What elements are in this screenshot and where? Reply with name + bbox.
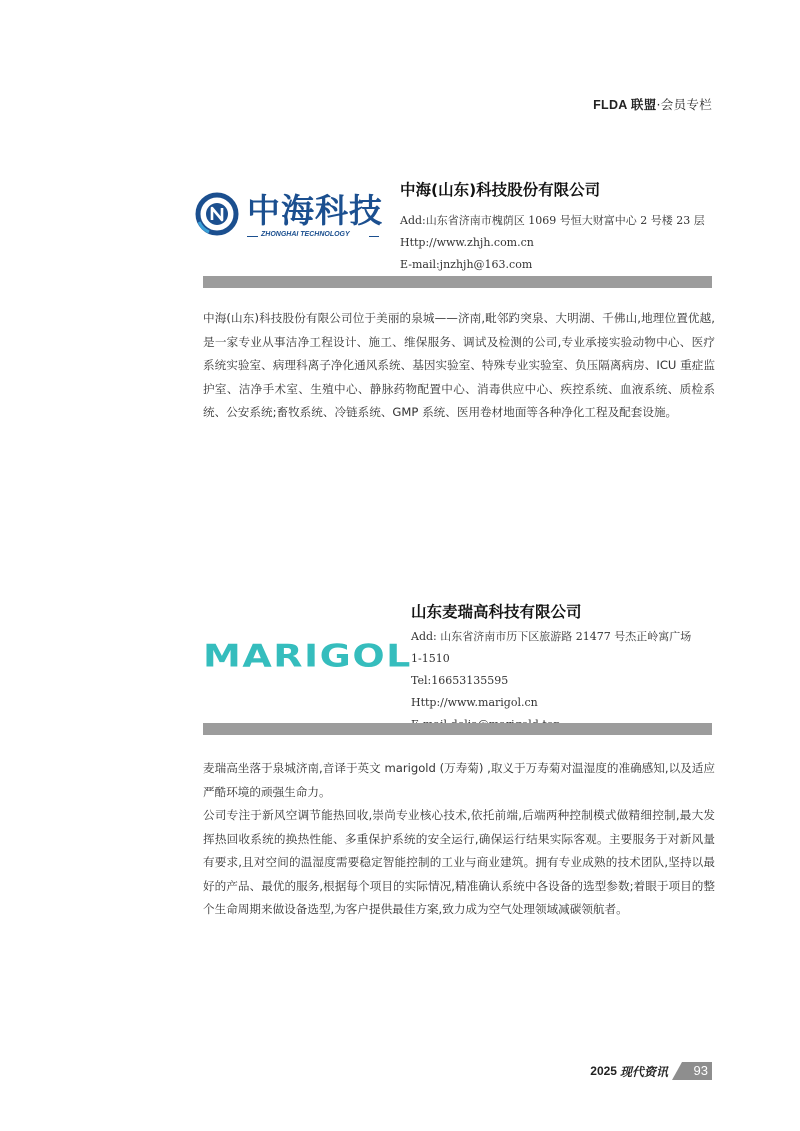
zhonghai-logo-subtitle: [247, 231, 379, 241]
zhonghai-logo-text: 中海科技: [247, 191, 383, 230]
footer-magazine: 现代资讯: [619, 1064, 668, 1079]
section-header: [593, 95, 712, 113]
zhonghai-divider-bar: [203, 276, 712, 288]
marigol-address-line1: Add: 山东省济南市历下区旅游路 21477 号杰正岭寓广场: [411, 630, 692, 643]
zhonghai-description-text: 中海(山东)科技股份有限公司位于美丽的泉城——济南,毗邻趵突泉、大明湖、千佛山,地理位置优越,是一家专业从事洁净工程设计、施工、维保服务、调试及检测的公司,专业承接实验动物中心、医疗系统实验室、病理科离子净化通风系统、基因实验室、特殊专业实验室、负压隔离病房、ICU 重症监护室、洁净手术室、生殖中心、静脉药物配置中心、消毒供应中心、疾控系统、血液系统、质检系统、公安系统;畜牧系统、冷链系统、GMP 系统、医用卷材地面等各种净化工程及配套设施。: [203, 311, 715, 419]
header-column: ·会员专栏: [656, 97, 712, 112]
marigol-company-name: 山东麦瑞高科技有限公司: [411, 603, 582, 621]
company-block-zhonghai: [203, 170, 712, 290]
zhonghai-description: [203, 307, 715, 425]
zhonghai-address: Add:山东省济南市槐荫区 1069 号恒大财富中心 2 号楼 23 层: [400, 214, 705, 227]
page-number: 93: [693, 1063, 708, 1078]
marigol-tel: Tel:16653135595: [411, 674, 509, 687]
zhonghai-logo-icon: [195, 192, 239, 236]
marigol-divider-bar: [203, 723, 712, 735]
marigol-paragraph-2: 公司专注于新风空调节能热回收,崇尚专业核心技术,依托前端,后端两种控制模式做精细控制,最大发挥热回收系统的换热性能、多重保护系统的安全运行,确保运行结果实际客观。主要服务于对新风量有要求,且对空间的温湿度需要稳定智能控制的工业与商业建筑。拥有专业成熟的技术团队,坚持以最好的产品、最优的服务,根据每个项目的实际情况,精准确认系统中各设备的选型参数;着眼于项目的整个生命周期来做设备选型,为客户提供最佳方案,致力成为空气处理领域减碳领航者。: [203, 808, 715, 916]
zhonghai-website: Http://www.zhjh.com.cn: [400, 236, 534, 249]
zhonghai-contact-info: [400, 178, 705, 276]
company-block-marigol: [203, 596, 712, 736]
marigol-logo: MARIGOL: [203, 638, 412, 675]
marigol-website: Http://www.marigol.cn: [411, 696, 538, 709]
zhonghai-email: E-mail:jnzhjh@163.com: [400, 258, 533, 271]
zhonghai-company-name: 中海(山东)科技股份有限公司: [400, 181, 601, 199]
page-number-tab: [672, 1062, 712, 1080]
header-alliance: FLDA 联盟: [593, 98, 657, 112]
marigol-description: [203, 757, 715, 922]
marigol-paragraph-1: 麦瑞高坐落于泉城济南,音译于英文 marigold (万寿菊) ,取义于万寿菊对温湿度的准确感知,以及适应严酷环境的顽强生命力。: [203, 761, 715, 799]
footer-year: 2025: [590, 1064, 617, 1078]
zhonghai-logo-english: ZHONGHAI TECHNOLOGY: [261, 231, 350, 238]
zhonghai-logo: [195, 192, 385, 244]
marigol-contact-info: [411, 600, 691, 736]
page-footer: [590, 1061, 712, 1081]
marigol-address-line2: 1-1510: [411, 652, 450, 665]
